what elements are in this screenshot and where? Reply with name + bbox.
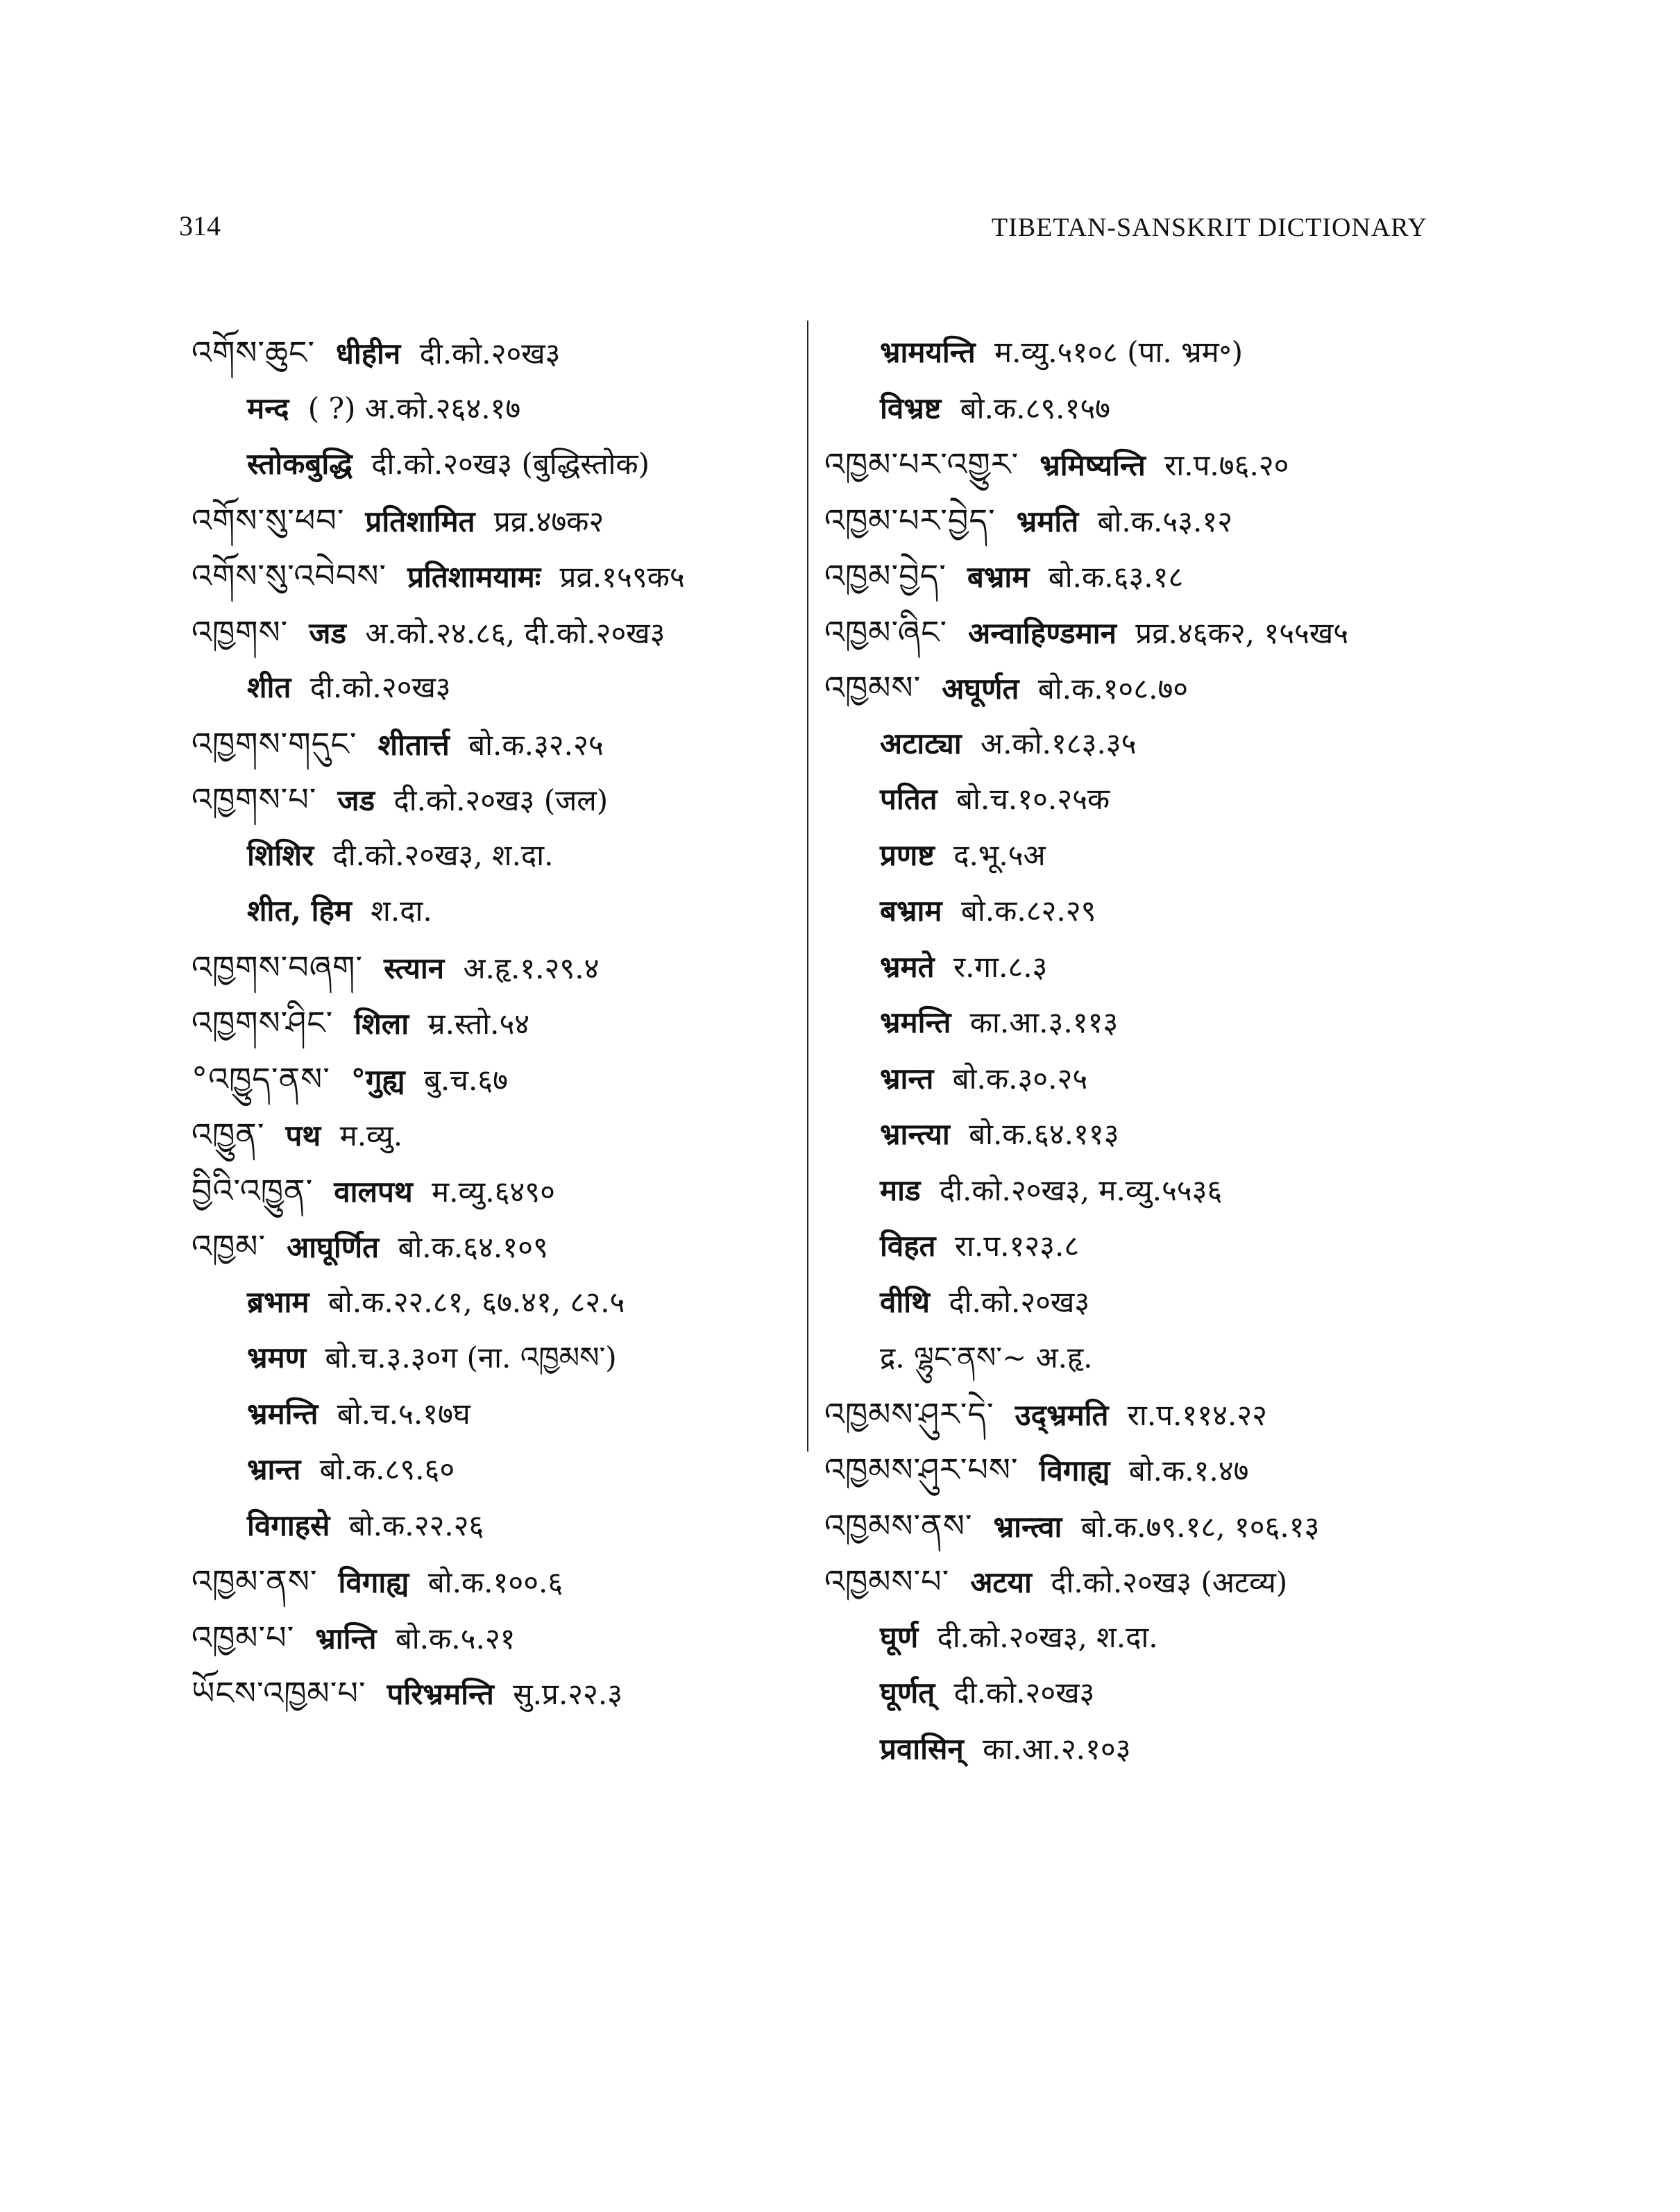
tibetan-headword: འགོས་སུ་ཕབ་	[192, 501, 345, 539]
dictionary-subentry	[824, 772, 1456, 828]
dictionary-subentry	[824, 1721, 1456, 1778]
source-reference: दी.को.२०ख३	[949, 1284, 1090, 1319]
source-reference: प्रव्र.४७क२	[493, 504, 604, 538]
sanskrit-gloss: विगाह्य	[338, 1565, 409, 1599]
sanskrit-gloss: घूर्ण	[880, 1619, 919, 1654]
dictionary-entry	[192, 548, 795, 604]
tibetan-headword: འཁྱམས་ཤུར་པས་	[824, 1451, 1019, 1488]
source-reference: दी.को.२०ख३	[953, 1676, 1095, 1710]
tibetan-headword: འཁྱམ་ཞིང་	[824, 613, 948, 651]
sanskrit-gloss: विभ्रष्ट	[880, 391, 942, 425]
sanskrit-gloss: विगाह्य	[1039, 1454, 1110, 1488]
dictionary-entry	[192, 1610, 795, 1666]
dictionary-subentry	[192, 1330, 795, 1386]
dictionary-entry	[824, 1554, 1456, 1610]
dictionary-subentry	[824, 1218, 1456, 1275]
source-reference: रा.प.७६.२०	[1164, 448, 1289, 482]
tibetan-headword: འཁྱམས་པ་	[824, 1563, 950, 1600]
sanskrit-gloss: ब्रभाम	[247, 1284, 309, 1319]
source-reference: का.आ.३.११३	[969, 1005, 1119, 1039]
source-reference: अ.को.२४.८६, दी.को.२०ख३	[365, 615, 665, 650]
tibetan-headword: འཁྱམ་	[192, 1227, 266, 1265]
sanskrit-gloss: भ्रमति	[1016, 504, 1079, 538]
dictionary-entry	[824, 493, 1456, 549]
source-reference: बो.च.५.१७घ	[337, 1396, 470, 1431]
tibetan-headword: འཁྱམ་པར་འགྱུར་	[824, 445, 1019, 483]
source-reference: म्र.स्तो.५४	[427, 1007, 530, 1041]
source-reference: बो.च.३.३०ग	[325, 1341, 458, 1375]
source-reference: प्रव्र.४६क२, १५५ख५	[1135, 615, 1349, 650]
sanskrit-gloss: शीत, हिम	[247, 894, 352, 928]
dictionary-subentry	[192, 828, 795, 884]
source-reference: ( ?) अ.को.२६४.१७	[307, 391, 521, 425]
tibetan-headword: འཁྱགས་ཤིང་	[192, 1004, 334, 1041]
entry-note: (पा. भ्रम॰)	[1127, 335, 1244, 369]
dictionary-subentry	[824, 939, 1456, 996]
sanskrit-gloss: विहत	[880, 1229, 936, 1263]
dictionary-entry	[192, 1554, 795, 1610]
source-reference: श.दा.	[371, 894, 432, 928]
source-reference: बो.क.७९.१८, १०६.१३	[1080, 1509, 1320, 1544]
dictionary-entry	[192, 772, 795, 828]
tibetan-headword: འཁྱམ་ནས་	[192, 1563, 318, 1600]
source-reference: दी.को.२०ख३	[309, 670, 451, 704]
sanskrit-gloss: भ्रान्त	[247, 1452, 301, 1486]
sanskrit-gloss: अन्वाहिण्डमान	[968, 615, 1117, 650]
dictionary-entry	[192, 995, 795, 1051]
source-reference: सु.प्र.२२.३	[513, 1677, 623, 1711]
source-reference: बु.च.६७	[423, 1062, 508, 1097]
sanskrit-gloss: प्रवासिन्	[880, 1731, 964, 1766]
sanskrit-gloss: अघूर्णत	[942, 672, 1019, 706]
sanskrit-gloss: भ्रमिष्यन्ति	[1040, 448, 1146, 482]
sanskrit-gloss: मन्द	[247, 391, 289, 425]
tibetan-headword: བྱིའི་འཁྱུན་	[192, 1171, 314, 1209]
dictionary-entry	[192, 716, 795, 772]
sanskrit-gloss: पतित	[880, 782, 937, 816]
tibetan-headword: འཁྱམ་བྱེད་	[824, 557, 947, 595]
source-reference: दी.को.२०ख३, म.व्यु.५५३६	[939, 1173, 1223, 1207]
dictionary-subentry	[192, 1498, 795, 1554]
sanskrit-gloss: भ्रान्त्वा	[993, 1509, 1062, 1544]
dictionary-entry	[824, 436, 1456, 493]
dictionary-subentry	[192, 1386, 795, 1443]
dictionary-subentry	[824, 381, 1456, 437]
running-title: TIBETAN-SANSKRIT DICTIONARY	[991, 213, 1427, 242]
sanskrit-gloss: पथ	[285, 1118, 321, 1152]
sanskrit-gloss: अटाट्या	[880, 726, 962, 760]
sanskrit-gloss: वालपथ	[334, 1174, 413, 1209]
source-reference: बो.क.३२.२५	[468, 727, 604, 762]
sanskrit-gloss: शीतार्त्त	[377, 727, 450, 762]
sanskrit-gloss: शिशिर	[247, 837, 314, 872]
sanskrit-gloss: प्रतिशामयामः	[407, 560, 541, 594]
source-reference: बो.क.६३.१८	[1048, 560, 1184, 594]
source-reference: का.आ.२.१०३	[983, 1731, 1131, 1766]
source-reference: प्रव्र.१५९क५	[559, 560, 685, 594]
dictionary-subentry	[192, 883, 795, 939]
entry-note: (बुद्धिस्तोक)	[521, 447, 650, 481]
tibetan-headword: འཁྱམ་པ་	[192, 1618, 295, 1656]
sanskrit-gloss: शीत	[247, 670, 291, 704]
dictionary-subentry	[824, 995, 1456, 1051]
dictionary-subentry	[192, 660, 795, 716]
dictionary-entry	[824, 548, 1456, 604]
sanskrit-gloss: स्तोकबुद्धि	[247, 447, 353, 481]
tibetan-headword: འཁྱགས་བཞག་	[192, 948, 364, 986]
sanskrit-gloss: धीहीन	[336, 337, 401, 371]
source-reference: अ.को.१८३.३५	[981, 726, 1137, 760]
dictionary-entry	[192, 1665, 795, 1721]
source-reference: रा.प.११४.२२	[1127, 1397, 1267, 1432]
dictionary-entry	[192, 1218, 795, 1275]
source-reference: बो.क.१०८.७०	[1037, 672, 1189, 706]
sanskrit-gloss: भ्रमन्ति	[247, 1396, 319, 1431]
dictionary-entry	[824, 604, 1456, 661]
dictionary-subentry	[824, 1051, 1456, 1107]
source-reference: बो.च.१०.२५क	[956, 782, 1110, 816]
tibetan-headword: འགོས་ཆུང་	[192, 334, 316, 371]
source-reference: दी.को.२०ख३, श.दा.	[332, 837, 554, 872]
source-reference: दी.को.२०ख३	[1051, 1565, 1192, 1599]
dictionary-subentry	[824, 716, 1456, 772]
source-reference: बो.क.५.२१	[395, 1621, 516, 1656]
dictionary-entry	[824, 1386, 1456, 1443]
sanskrit-gloss: बभ्राम	[880, 894, 942, 928]
source-reference: म.व्यु.५१०८	[994, 335, 1118, 369]
source-reference: र.गा.८.३	[953, 949, 1048, 984]
dictionary-entry	[192, 939, 795, 996]
source-reference: बो.क.६४.१०९	[398, 1230, 548, 1264]
dictionary-entry	[192, 325, 795, 381]
source-reference: बो.क.८९.६०	[319, 1452, 455, 1486]
sanskrit-gloss: आघूर्णित	[287, 1230, 380, 1264]
source-reference: म.व्यु.६४९०	[432, 1174, 555, 1209]
entry-note: (ना. འཁྱམས་)	[466, 1341, 617, 1375]
sanskrit-gloss: प्रतिशामित	[365, 504, 475, 538]
dictionary-entry	[824, 660, 1456, 716]
source-reference: बो.क.५३.१२	[1097, 504, 1233, 538]
left-column	[192, 325, 795, 1721]
tibetan-headword: འཁྱམས་ཤུར་དེ་	[824, 1395, 994, 1433]
sanskrit-gloss: अटया	[970, 1565, 1032, 1599]
source-reference: दी.को.२०ख३	[371, 447, 513, 481]
dictionary-subentry	[824, 1275, 1456, 1331]
sanskrit-gloss: परिभ्रमन्ति	[387, 1677, 494, 1711]
sanskrit-gloss: जड	[337, 783, 375, 817]
source-reference: बो.क.८९.१५७	[960, 391, 1111, 425]
source-reference: रा.प.१२३.८	[954, 1229, 1080, 1263]
dictionary-entry	[192, 1163, 795, 1219]
source-reference: अ.हृ.१.२९.४	[463, 951, 600, 985]
sanskrit-gloss: माड	[880, 1173, 921, 1207]
sanskrit-gloss: भ्रान्त्या	[880, 1117, 950, 1151]
dictionary-subentry	[824, 828, 1456, 884]
sanskrit-gloss: °गुह्य	[350, 1062, 405, 1097]
tibetan-headword: °འཁྱུད་ནས་	[192, 1060, 330, 1098]
sanskrit-gloss: भ्रमन्ति	[880, 1005, 951, 1039]
dictionary-subentry	[824, 1163, 1456, 1219]
dictionary-entry	[192, 493, 795, 549]
dictionary-entry	[824, 1442, 1456, 1498]
source-reference: द्र. ལྷུང་ནས་~ अ.हृ.	[880, 1341, 1093, 1375]
sanskrit-gloss: प्रणष्ट	[880, 837, 935, 872]
source-reference: बो.क.२२.२६	[348, 1508, 484, 1542]
sanskrit-gloss: जड	[309, 615, 346, 650]
sanskrit-gloss: भ्रमते	[880, 949, 935, 984]
source-reference: बो.क.६४.११३	[969, 1117, 1119, 1151]
sanskrit-gloss: घूर्णत्	[880, 1676, 935, 1710]
sanskrit-gloss: भ्रमण	[247, 1341, 307, 1375]
entry-note: (अटव्य)	[1200, 1565, 1288, 1599]
tibetan-headword: འཁྱགས་གདུང་	[192, 724, 357, 763]
sanskrit-gloss: भ्रान्त	[880, 1061, 934, 1096]
tibetan-headword: འཁྱམས་ནས་	[824, 1506, 973, 1545]
sanskrit-gloss: वीथि	[880, 1284, 930, 1319]
sanskrit-gloss: शिला	[354, 1007, 409, 1041]
page-number: 314	[179, 210, 221, 241]
sanskrit-gloss: स्त्यान	[384, 951, 445, 985]
sanskrit-gloss: भ्रान्ति	[315, 1621, 377, 1656]
source-reference: बो.क.१००.६	[427, 1565, 563, 1599]
tibetan-headword: འཁྱགས་པ་	[192, 781, 317, 818]
tibetan-headword: འཁྱམ་པར་བྱེད་	[824, 501, 996, 539]
dictionary-subentry	[824, 1665, 1456, 1721]
dictionary-subentry	[824, 1610, 1456, 1666]
source-reference: बो.क.२२.८१, ६७.४१, ८२.५	[328, 1284, 625, 1319]
dictionary-entry	[824, 1498, 1456, 1554]
dictionary-subentry	[824, 883, 1456, 939]
dictionary-subentry	[824, 325, 1456, 381]
sanskrit-gloss: बभ्राम	[967, 560, 1030, 594]
source-reference: दी.को.२०ख३	[419, 337, 561, 371]
entry-note: (जल)	[543, 783, 609, 817]
sanskrit-gloss: विगाहसे	[247, 1508, 330, 1542]
dictionary-entry	[192, 1051, 795, 1107]
column-divider	[807, 321, 808, 1452]
source-reference: दी.को.२०ख३	[393, 783, 535, 817]
dictionary-subentry	[192, 381, 795, 437]
source-reference: दी.को.२०ख३, श.दा.	[937, 1619, 1158, 1654]
tibetan-headword: ཡོངས་འཁྱམ་པ་	[192, 1674, 366, 1712]
tibetan-headword: འཁྱམས་	[824, 669, 922, 706]
dictionary-entry	[192, 1107, 795, 1163]
tibetan-headword: འཁྱགས་	[192, 613, 289, 651]
sanskrit-gloss: भ्रामयन्ति	[880, 335, 976, 369]
source-reference: बो.क.१.४७	[1128, 1454, 1249, 1488]
right-column	[824, 325, 1456, 1777]
dictionary-entry	[192, 604, 795, 661]
dictionary-subentry	[192, 1275, 795, 1331]
dictionary-subentry	[824, 1107, 1456, 1163]
source-reference: बो.क.८२.२९	[960, 894, 1096, 928]
tibetan-headword: འགོས་སུ་འབེབས་	[192, 557, 387, 595]
source-reference: म.व्यु.	[339, 1118, 403, 1152]
source-reference: बो.क.३०.२५	[952, 1061, 1088, 1096]
source-reference: द.भू.५अ	[953, 837, 1046, 872]
dictionary-subentry	[192, 1442, 795, 1498]
sanskrit-gloss: उद्भ्रमति	[1015, 1397, 1109, 1432]
tibetan-headword: འཁྱུན་	[192, 1116, 265, 1153]
dictionary-subentry	[192, 436, 795, 493]
dictionary-subentry	[824, 1330, 1456, 1386]
